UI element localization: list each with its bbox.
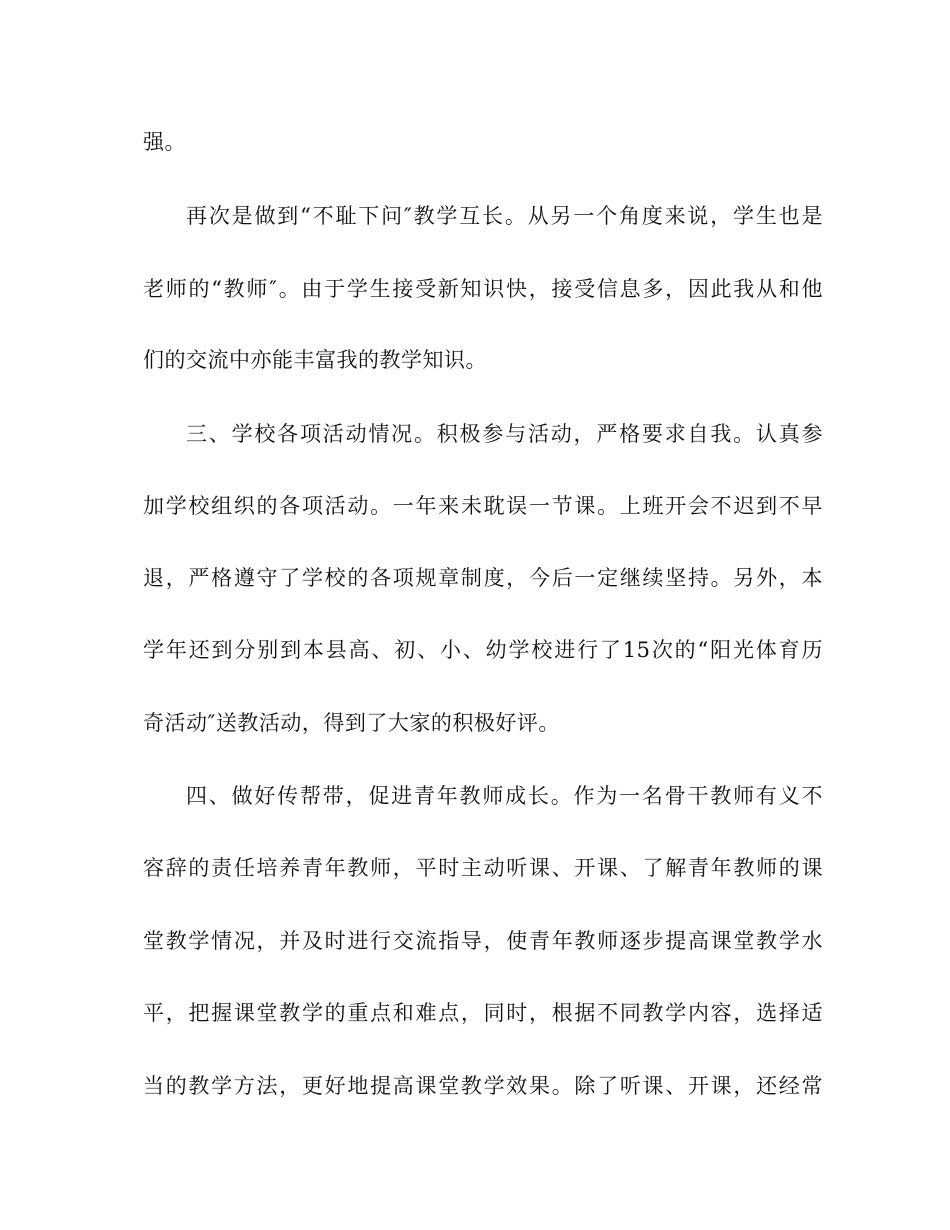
text-line-14: 当的教学方法，更好地提高课堂教学效果。除了听课、开课，还经常 [143, 1074, 823, 1098]
text-line-13: 平，把握课堂教学的重点和难点，同时，根据不同教学内容，选择适 [143, 1001, 823, 1025]
text-line-11: 容辞的责任培养青年教师，平时主动听课、开课、了解青年教师的课 [143, 856, 823, 880]
text-line-10: 四、做好传帮带，促进青年教师成长。作为一名骨干教师有义不 [186, 784, 823, 808]
text-line-2: 再次是做到“不耻下问″教学互长。从另一个角度来说，学生也是 [186, 204, 823, 228]
text-line-5: 三、学校各项活动情况。积极参与活动，严格要求自我。认真参 [186, 422, 823, 446]
text-line-1: 强。 [143, 130, 186, 154]
text-line-3: 老师的“教师″。由于学生接受新知识快，接受信息多，因此我从和他 [143, 277, 823, 301]
text-line-6: 加学校组织的各项活动。一年来未耽误一节课。上班开会不迟到不早 [143, 494, 823, 518]
text-line-8: 学年还到分别到本县高、初、小、幼学校进行了15次的“阳光体育历 [143, 638, 823, 662]
text-line-4: 们的交流中亦能丰富我的教学知识。 [143, 348, 487, 372]
text-line-9: 奇活动″送教活动，得到了大家的积极好评。 [143, 711, 560, 735]
text-line-12: 堂教学情况，并及时进行交流指导，使青年教师逐步提高课堂教学水 [143, 929, 823, 953]
text-line-7: 退，严格遵守了学校的各项规章制度，今后一定继续坚持。另外，本 [143, 566, 823, 590]
